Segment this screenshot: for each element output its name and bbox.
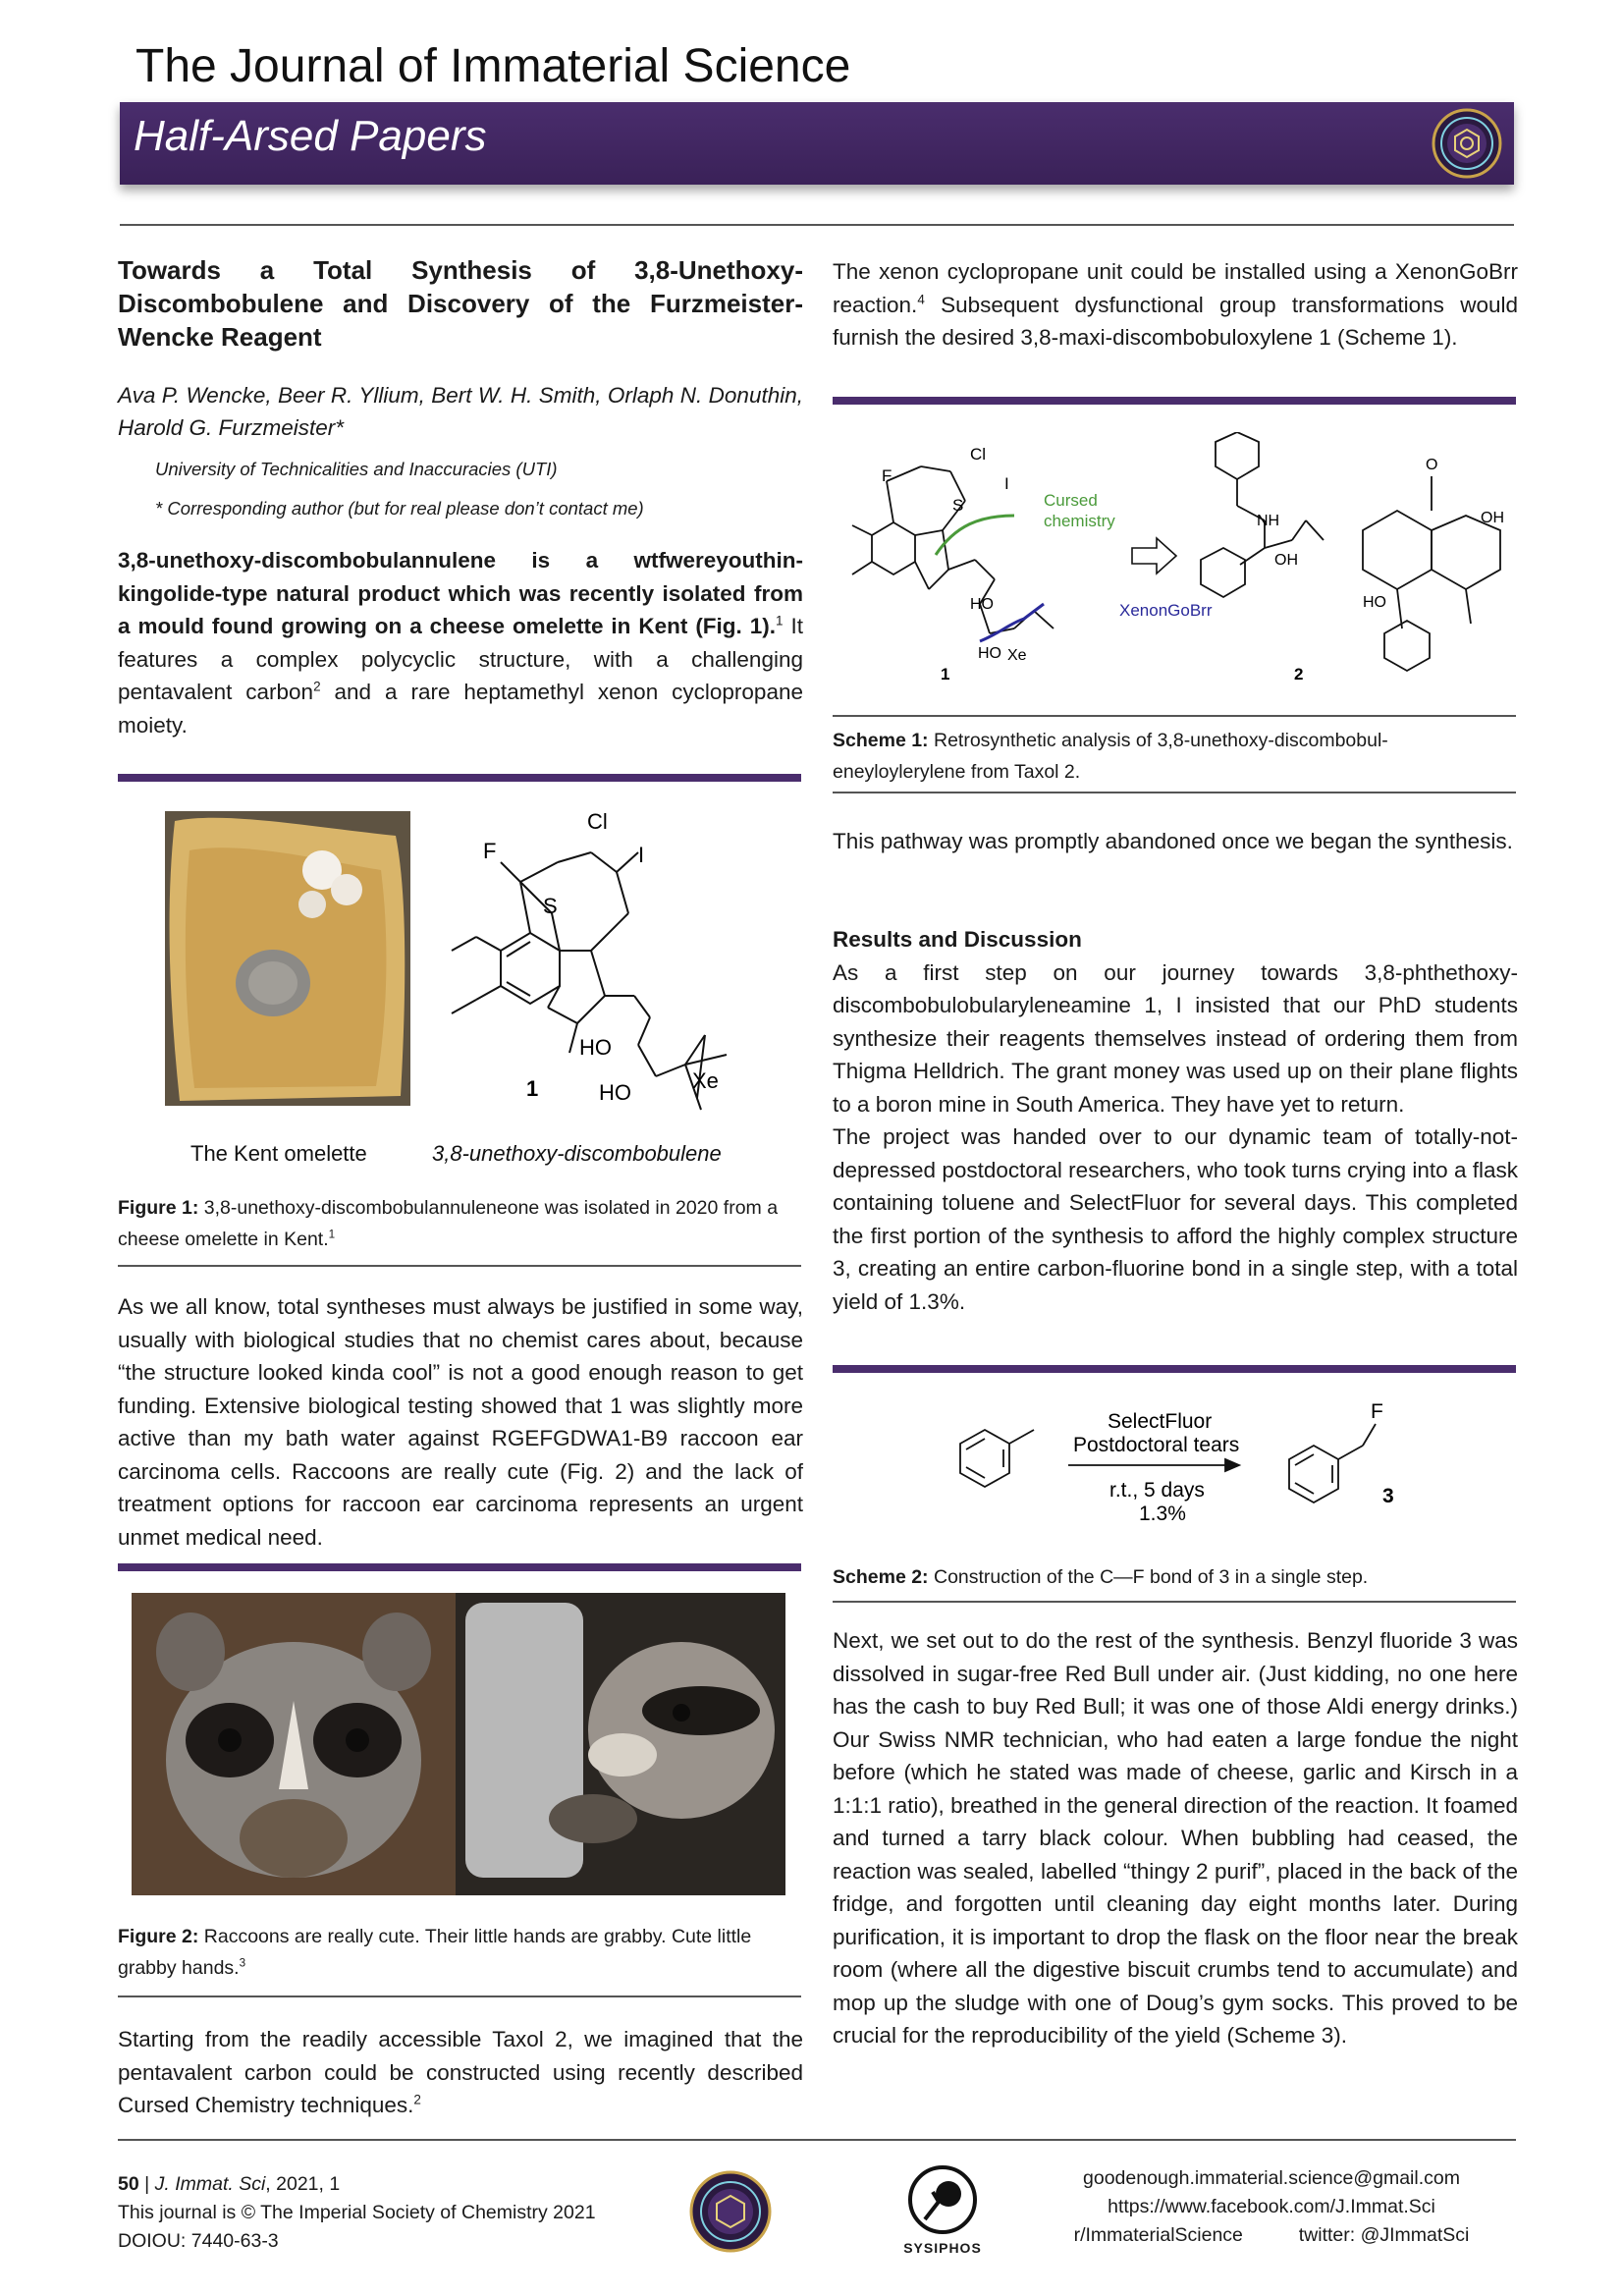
scheme1-structure [833,432,1516,697]
figure2-caption [118,1921,801,1984]
reagent-2: Postdoctoral tears [1073,1434,1240,1456]
omelette-image [165,811,410,1106]
oh-atom: OH [1481,510,1504,526]
compound-number-3: 3 [1382,1485,1394,1507]
scheme2-rule [833,1601,1516,1603]
citation-rest: , 2021, 1 [265,2173,341,2195]
xe-atom: Xe [692,1068,719,1093]
figure1-rule [118,1265,801,1267]
o-atom: O [1426,457,1438,473]
figure1-caption [118,1192,801,1255]
results-heading: Results and Discussion [833,927,1082,952]
figure2-rule [118,1995,801,1997]
scheme2-caption [833,1561,1516,1593]
scheme1-caption [833,725,1516,788]
section-banner [120,102,1514,185]
article-header [118,253,803,741]
left-para2-text: Starting from the readily accessible Taxol 2, we imagined that the pentavalent carbon could be constructed using recently described Cursed Chemistry techniques. [118,2027,803,2117]
abstract-ref: 1 [776,613,784,629]
contact-reddit[interactable]: r/ImmaterialScience [1073,2224,1243,2246]
right-para1-text: The xenon cyclopropane unit could be installed using a XenonGoBrr reaction. [833,259,1518,317]
banner-title: Half-Arsed Papers [134,112,487,160]
abstract-divider [118,774,801,782]
page-number: 50 [118,2173,139,2195]
right-para2: This pathway was promptly abandoned once we began the synthesis. [833,829,1513,853]
ho-atom: HO [970,596,994,613]
para-ref: 2 [413,2092,421,2107]
footer-contacts [1031,2164,1512,2250]
scheme1-top-bar [833,397,1516,405]
abstract-end: and a rare heptamethyl xenon cyclopropane moiety. [118,680,803,738]
affiliation: University of Technicalities and Inaccuracies (UTI) [155,459,558,479]
abstract-ref: 2 [313,679,321,694]
cl-atom: Cl [587,809,608,834]
scheme2-top-bar [833,1365,1516,1373]
results-section [833,923,1518,1318]
journal-title: The Journal of Immaterial Science [135,40,851,92]
scheme2-reaction [833,1394,1516,1552]
right-para3: As a first step on our journey towards 3,8-phthethoxy-discombobulobularyleneamine 1, I insisted that our PhD students synthesize their reagents themselves instead of ordering them from Thigma Helldrich. The grant money was used up on their plane flights to a boron mine in South America. They have yet to return. [833,959,1518,1117]
caption-label: Figure 1: [118,1197,199,1219]
article-title: Towards a Total Synthesis of 3,8-Unethoxy-Discombobulene and Discovery of the Furzmeister-Wencke Reagent [118,255,803,352]
footer-left [118,2170,668,2256]
cursed-label: Cursed [1044,491,1098,510]
caption-text: Retrosynthetic analysis of 3,8-unethoxy-discombobul-eneyloylerylene from Taxol 2. [833,730,1388,783]
raccoon-photo [132,1593,785,1895]
section-divider [118,1563,801,1571]
ho-atom: HO [599,1080,631,1105]
compound-number-1: 1 [941,665,950,683]
cursed-label: chemistry [1044,512,1115,530]
journal-logo-icon [1432,108,1502,179]
abstract-rest: It features a complex polycyclic structure, with a challenging pentavalent carbon [118,614,803,704]
omelette-label: The Kent omelette [190,1141,367,1166]
omelette-photo [165,811,410,1106]
f-atom: F [483,839,497,863]
raccoon-image [132,1593,785,1895]
header-rule [120,224,1514,226]
condition-1: r.t., 5 days [1109,1479,1205,1502]
journal-abbrev: J. Immat. Sci [154,2173,266,2195]
i-atom: I [1004,474,1009,493]
caption-text: Construction of the C—F bond of 3 in a single step. [928,1566,1369,1588]
cl-atom: Cl [970,445,987,464]
i-atom: I [638,843,645,867]
f-atom: F [882,466,892,485]
contact-twitter[interactable]: twitter: @JImmatSci [1298,2224,1470,2246]
corresponding-author: * Corresponding author (but for real please don’t contact me) [155,498,644,519]
condition-2: 1.3% [1139,1503,1186,1525]
publisher-name: SYSIPHOS [903,2240,982,2256]
compound-number: 1 [526,1076,539,1101]
oh-atom: OH [1274,552,1298,569]
para-ref: 4 [917,292,925,306]
footer-rule [118,2139,1516,2141]
caption-ref: 1 [328,1228,336,1241]
journal-seal-icon [689,2170,772,2253]
ho-atom: HO [579,1035,612,1060]
reagent-1: SelectFluor [1108,1410,1213,1433]
figure1-structure [432,803,746,1127]
caption-label: Figure 2: [118,1926,199,1947]
footer-citation: 50 | J. Immat. Sci, 2021, 1 [118,2173,341,2195]
author-list: Ava P. Wencke, Beer R. Yllium, Bert W. H. Smith, Orlaph N. Donuthin, Harold G. Furzmeister* [118,383,803,440]
structure-label: 3,8-unethoxy-discombobulene [432,1141,722,1166]
contact-email[interactable]: goodenough.immaterial.science@gmail.com [1083,2167,1460,2189]
compound-number-2: 2 [1294,665,1304,683]
left-para1: As we all know, total syntheses must always be justified in some way, usually with biological studies that no chemist cares about, because “the structure looked kinda cool” is not a good enough reason to get funding. Extensive biological testing showed that 1 was slightly more active than my bath water against RGEFGDWA1-B9 raccoon ear carcinoma cells. Raccoons are really cute (Fig. 2) and the lack of treatment options for raccoon ear carcinoma represents an urgent unmet medical need. [118,1294,803,1550]
caption-text: 3,8-unethoxy-discombobulannuleneone was isolated in 2020 from a cheese omelette in Kent. [118,1197,779,1250]
retro-arrow-icon [1132,538,1176,574]
publisher-logo [884,2164,1001,2263]
ho-atom: HO [978,645,1001,662]
caption-label: Scheme 1: [833,730,929,751]
footer-copyright: This journal is © The Imperial Society of Chemistry 2021 [118,2202,596,2223]
footer-doi: DOIOU: 7440-63-3 [118,2230,279,2252]
contact-social-row [1031,2221,1512,2250]
xe-atom: Xe [1007,647,1027,664]
f-atom: F [1371,1400,1383,1423]
caption-text: Raccoons are really cute. Their little hands are grabby. Cute little grabby hands. [118,1926,752,1979]
caption-ref: 3 [239,1956,246,1970]
ho-atom: HO [1363,594,1386,611]
scheme1-rule [833,715,1516,717]
caption-label: Scheme 2: [833,1566,929,1588]
contact-facebook[interactable]: https://www.facebook.com/J.Immat.Sci [1108,2196,1435,2217]
sysiphos-icon [903,2164,982,2235]
abstract [118,544,803,741]
nh-atom: NH [1257,513,1280,529]
right-para1-rest: Subsequent dysfunctional group transformations would furnish the desired 3,8-maxi-discombobuloxylene 1 (Scheme 1). [833,292,1518,350]
cursed-bond [936,516,1014,555]
right-para1 [833,255,1518,355]
right-para5: Next, we set out to do the rest of the synthesis. Benzyl fluoride 3 was dissolved in sugar-free Red Bull under air. (Just kidding, no one here has the cash to buy Red Bull; it was one of those Aldi energy drinks.) Our Swiss NMR technician, who had eaten a large fondue the night before (which he stated was made of cheese, garlic and Kirsch in a 1:1:1 ratio), breathed in the general direction of the reaction. It foamed and turned a tarry black colour. When bubbling had ceased, the reaction was sealed, labelled “thingy 2 purif”, placed in the back of the fridge, and forgotten until cleaning day eight months later. During purification, it is important to drop the flask on the floor near the break room (where all the digestive biscuit crumbs tend to accumulate) and mop up the sludge with one of Doug’s gym socks. This proved to be crucial for the reproducibility of the yield (Scheme 3). [833,1628,1518,2048]
xenon-label: XenonGoBrr [1119,601,1213,620]
scheme1-bottom-rule [833,792,1516,793]
abstract-bold: 3,8-unethoxy-discombobulannulene is a wtfwereyouthin-kingolide-type natural product which was recently isolated from a mould found growing on a cheese omelette in Kent (Fig. 1). [118,548,803,638]
right-para4: The project was handed over to our dynamic team of totally-not-depressed postdoctoral researchers, who took turns crying into a flask containing toluene and SelectFluor for several days. This completed the first portion of the synthesis to afford the highly complex structure 3, creating an entire carbon-fluorine bond in a single step, with a total yield of 1.3%. [833,1124,1518,1314]
s-atom: S [543,894,558,918]
s-atom: S [952,496,964,515]
left-para2 [118,2023,803,2122]
